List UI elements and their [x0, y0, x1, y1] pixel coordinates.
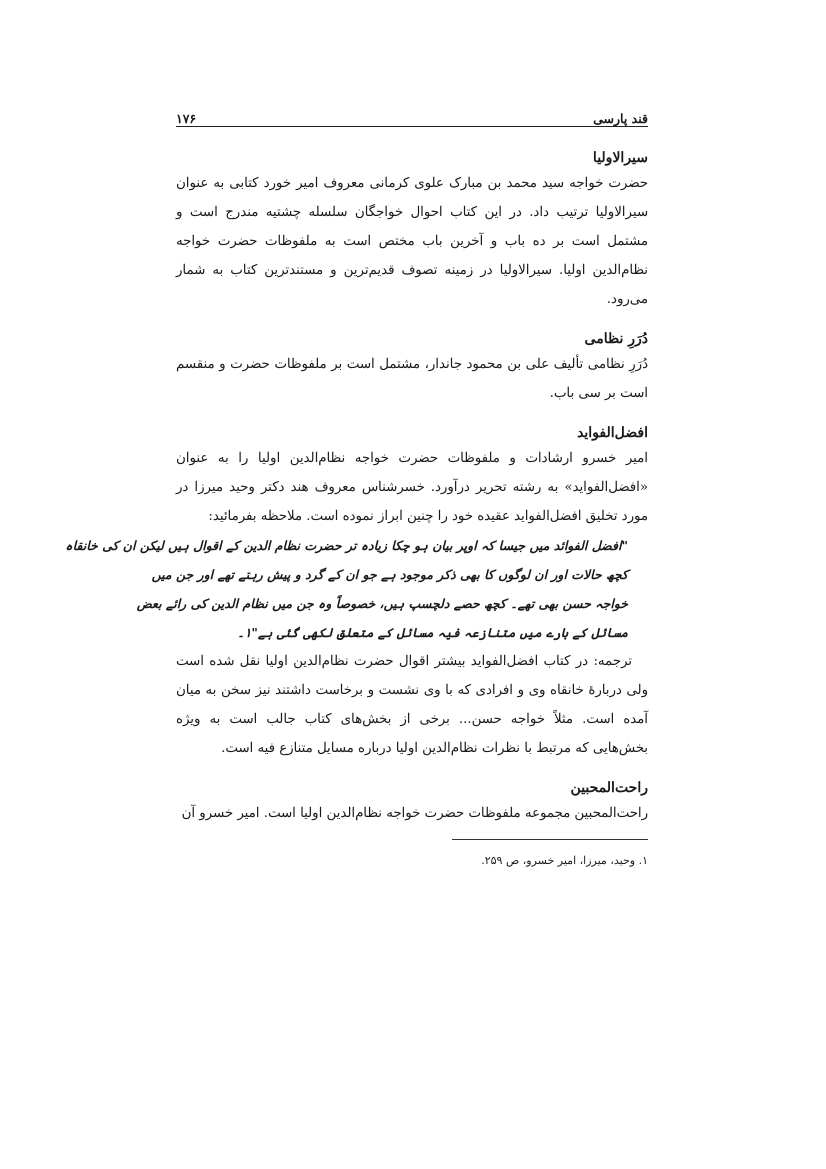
urdu-quote: [65, 531, 628, 647]
urdu-quote-line: خواجہ حسن بھی تھے۔ کچھ حصے دلچسپ ہیں، خصوصاً وہ جن میں نظام الدین کی رائے بعض: [136, 596, 628, 611]
section-paragraph-durar: دُرَرِ نظامی تألیف علی بن محمود جاندار، مشتمل است بر ملفوظات حضرت و منقسم است بر سی باب.: [176, 357, 648, 401]
translation-paragraph: ترجمه: در کتاب افضل‌الفواید بیشتر اقوال حضرت نظام‌الدین اولیا نقل شده است ولی دربارهٔ خانقاه وی و افرادی که با وی نشست و برخاست داشتند نیز سخن به میان آمده است. مثلاً خواجه حسن... برخی از بخش‌های کتاب جالب است به ویژه بخش‌هایی که مرتبط با نظرات نظام‌الدین اولیا درباره مسایل متنازع فیه است.: [176, 654, 648, 756]
section-title-durar: دُرَرِ نظامی: [584, 331, 648, 347]
section-title-siyar: سیرالاولیا: [592, 150, 648, 166]
section-title-rahat: راحت‌المحبین: [570, 780, 648, 796]
section-title-afzal: افضل‌الفواید: [577, 425, 648, 441]
page-number: ۱۷۶: [176, 111, 197, 126]
running-title: قند پارسی: [593, 111, 648, 126]
section-paragraph-afzal: امیر خسرو ارشادات و ملفوظات حضرت خواجه نظام‌الدین اولیا را به عنوان «افضل‌الفواید» به رشته تحریر درآورد. خسرشناس معروف هند دکتر وحید میرزا در مورد تخلیق افضل‌الفواید عقیده خود را چنین ابراز نموده است. ملاحظه بفرمائید:: [176, 451, 648, 524]
main-content: [65, 127, 648, 828]
urdu-quote-line: کچھ حالات اور ان لوگوں کا بھی ذکر موجود ہے جو ان کے گرد و پیش رہتے تھے اور جن میں: [151, 567, 628, 582]
footnote-divider: [452, 839, 648, 840]
urdu-quote-line: "افضل الفوائد میں جیسا کہ اوپر بیان ہو چکا زیادہ تر حضرت نظام الدین کے اقوال ہیں لیکن ان کی خانقاہ: [65, 538, 628, 553]
urdu-quote-line: مسائل کے بارے میں متنازعہ فیہ مسائل کے متعلق لکھی گئی ہے"۱۔: [237, 625, 628, 640]
page-body: [65, 96, 648, 828]
footnote: ۱. وحید، میرزا، امیر خسرو، ص ۲۵۹.: [481, 854, 648, 867]
section-paragraph-rahat: راحت‌المحبین مجموعه ملفوظات حضرت خواجه نظام‌الدین اولیا است. امیر خسرو آن: [181, 806, 648, 821]
running-header: [176, 96, 648, 127]
section-paragraph-siyar: حضرت خواجه سید محمد بن مبارک علوی کرمانی معروف امیر خورد کتابی به عنوان سیرالاولیا ترتیب داد. در این کتاب احوال خواجگان سلسله چشتیه مندرج است و مشتمل است بر ده باب و آخرین باب مختص است به ملفوظات حضرت خواجه نظام‌الدین اولیا. سیرالاولیا در زمینه تصوف قدیم‌ترین و مستندترین کتاب به شمار می‌رود.: [176, 176, 648, 307]
